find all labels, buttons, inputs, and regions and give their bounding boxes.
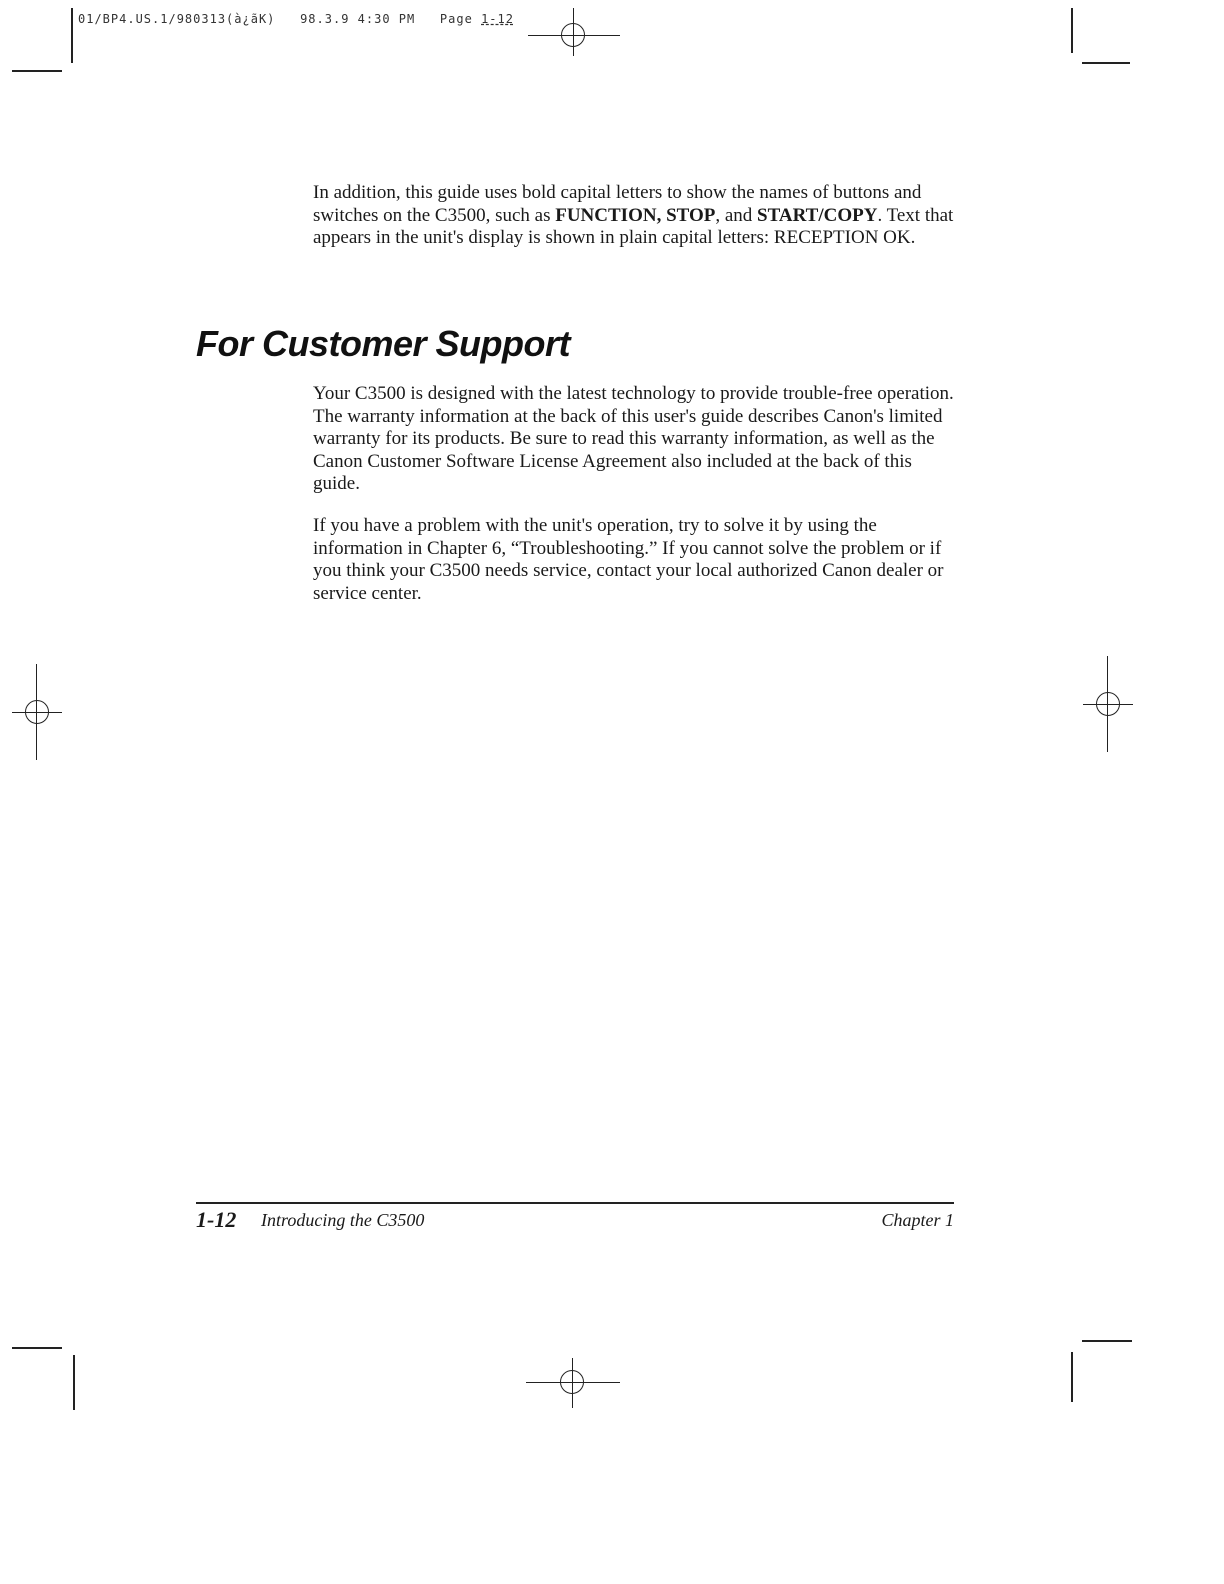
slug-datetime: 98.3.9 4:30 PM — [300, 12, 416, 26]
bold-separator: , — [656, 204, 667, 226]
crop-mark-top-right-horizontal — [1082, 62, 1130, 64]
bold-function: FUNCTION — [555, 204, 657, 226]
footer-page-number: 1-12 — [196, 1207, 237, 1232]
section-heading: For Customer Support — [196, 323, 570, 364]
crop-mark-bottom-left-vertical — [73, 1355, 75, 1410]
crop-mark-top-right-vertical — [1071, 8, 1073, 53]
crop-mark-bottom-left-horizontal — [12, 1347, 62, 1349]
registration-mark-left — [12, 664, 62, 760]
registration-mark-bottom — [526, 1358, 620, 1408]
crop-mark-top-left-horizontal — [12, 70, 62, 72]
slug-page-label: Page — [439, 12, 473, 26]
support-paragraph-1: Your C3500 is designed with the latest technology to provide trouble-free operation. The warranty information at the back of this user's guide describes Canon's limited warranty for its products. Be sure to read this warranty information, as well as the Canon Customer Software License Agreement also included at the back of this guide. — [313, 383, 954, 494]
crop-mark-bottom-right-vertical — [1071, 1352, 1073, 1402]
prepress-slug — [78, 12, 514, 26]
bold-start-copy: START/COPY — [757, 204, 878, 226]
intro-paragraph: In addition, this guide uses bold capital letters to show the names of buttons and switches on the C3500, such as FUNCTION, STOP, and START/COPY. Text that appears in the unit's display is shown in plain capital letters: RECEPTION OK. — [313, 182, 954, 248]
registration-mark-top — [528, 8, 620, 58]
crop-mark-bottom-right-horizontal — [1082, 1340, 1132, 1342]
footer-book-title: Introducing the C3500 — [261, 1210, 425, 1230]
support-paragraph-2: If you have a problem with the unit's operation, try to solve it by using the information in Chapter 6, “Troubleshooting.” If you cannot solve the problem or if you think your C3500 needs service, contact your local authorized Canon dealer or service center. — [313, 515, 944, 604]
footer-rule — [196, 1202, 954, 1204]
slug-job: 01/BP4.US.1/980313(à¿ãK) — [78, 12, 276, 26]
crop-mark-top-left-vertical — [71, 8, 73, 63]
slug-page-value: 1-12 — [481, 12, 514, 26]
registration-mark-right — [1083, 656, 1133, 752]
page-footer — [196, 1207, 954, 1237]
footer-chapter: Chapter 1 — [881, 1210, 954, 1230]
bold-stop: STOP — [666, 204, 716, 226]
